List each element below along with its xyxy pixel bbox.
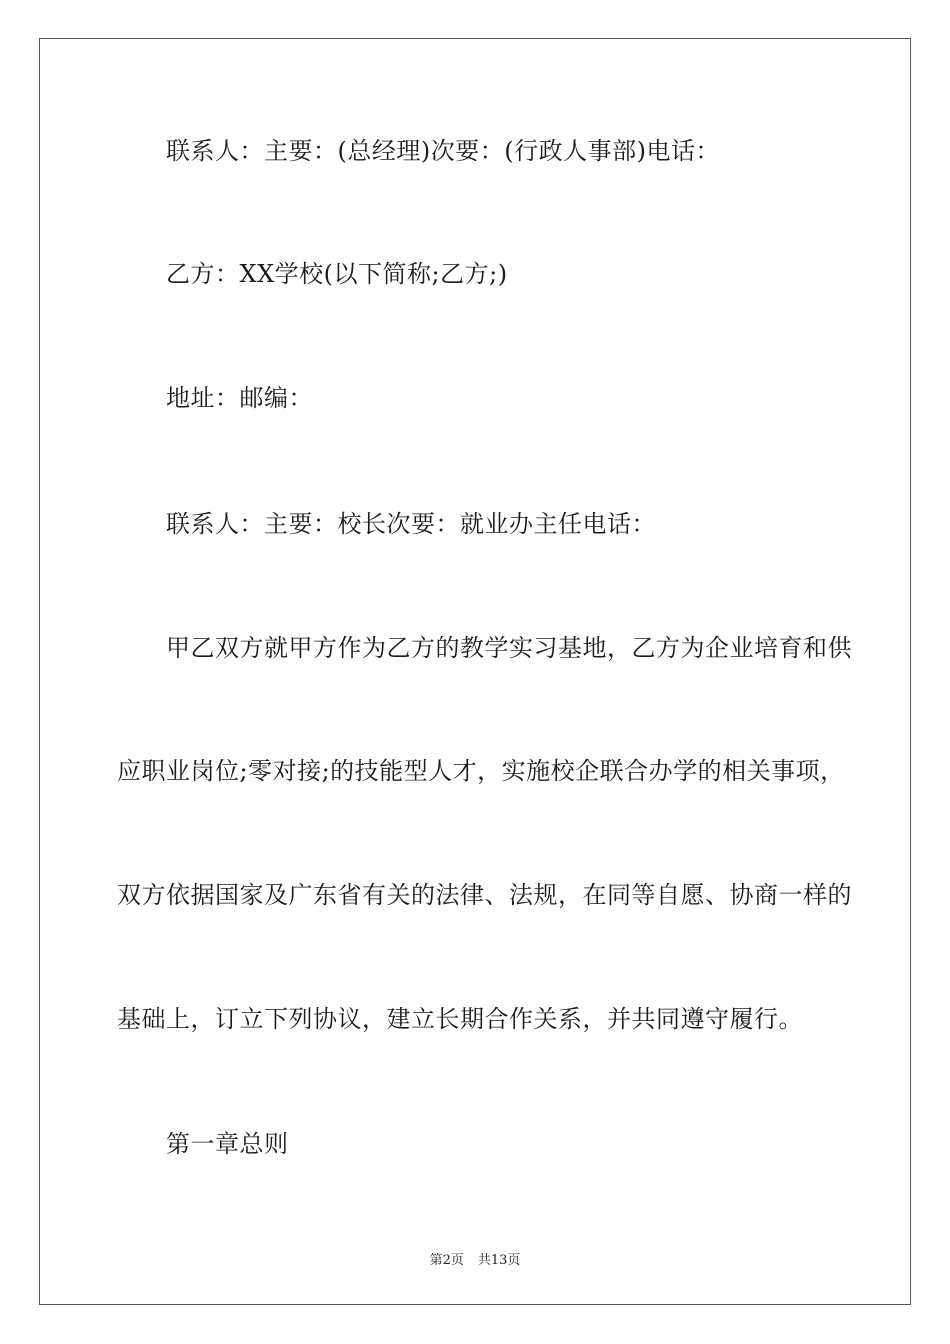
chapter-heading: 第一章总则 (166, 1130, 289, 1158)
paragraph-line: 基础上，订立下列协议，建立长期合作关系，并共同遵守履行。 (117, 1005, 803, 1033)
text-line: 乙方：XX学校(以下简称;乙方;) (166, 260, 508, 288)
page-number: 第2页 (429, 1253, 464, 1268)
document-page (39, 38, 911, 1305)
page-total: 共13页 (477, 1253, 521, 1268)
text-line: 地址：邮编： (166, 384, 313, 412)
paragraph-line: 应职业岗位;零对接;的技能型人才，实施校企联合办学的相关事项， (117, 757, 845, 785)
page-footer (40, 1249, 910, 1268)
text-line: 联系人：主要：(总经理)次要：(行政人事部)电话： (166, 137, 720, 165)
paragraph-line: 甲乙双方就甲方作为乙方的教学实习基地，乙方为企业培育和供 (166, 634, 852, 662)
paragraph-line: 双方依据国家及广东省有关的法律、法规，在同等自愿、协商一样的 (117, 881, 852, 909)
text-line: 联系人：主要：校长次要：就业办主任电话： (166, 510, 656, 538)
